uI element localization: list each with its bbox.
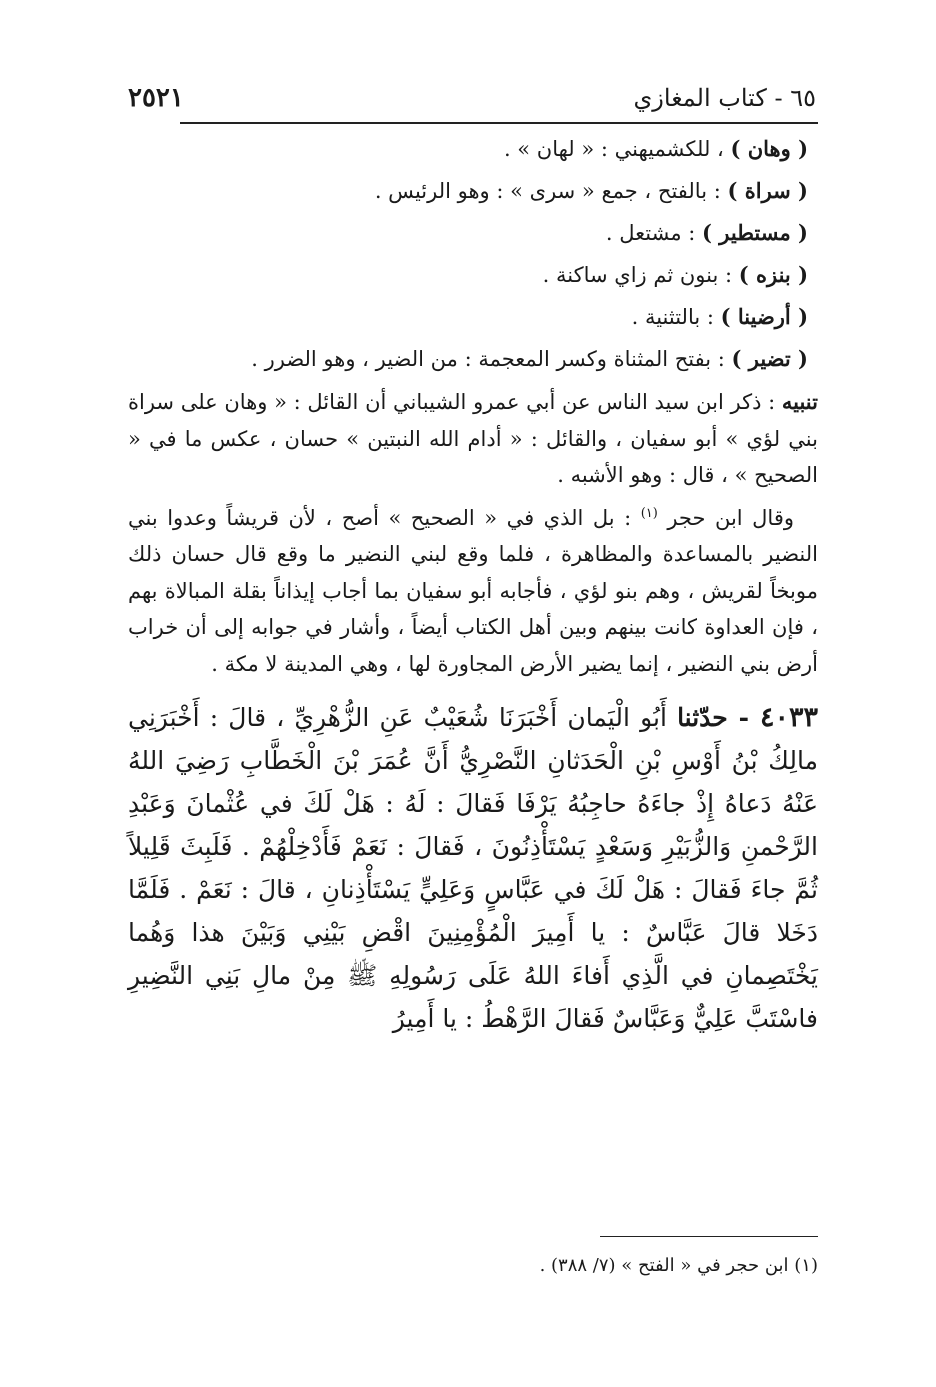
footnote: (١) ابن حجر في « الفتح » (٧/ ٣٨٨) . bbox=[539, 1255, 818, 1276]
gloss-term: ( سراة ) bbox=[727, 178, 808, 203]
gloss-term: ( بنزه ) bbox=[738, 262, 808, 287]
gloss-text: ، للكشميهني : « لهان » . bbox=[503, 137, 731, 161]
hadith-paragraph bbox=[128, 696, 818, 1040]
note-paragraph bbox=[128, 384, 818, 494]
gloss-text: : بفتح المثناة وكسر المعجمة : من الضير ، وهو الضرر . bbox=[251, 347, 732, 371]
hadith-lead: - حدّثنا bbox=[677, 703, 760, 732]
gloss-term: ( أرضينا ) bbox=[720, 304, 808, 329]
page-number: ٢٥٢١ bbox=[128, 83, 184, 113]
commentary-intro: وقال ابن حجر bbox=[657, 505, 794, 530]
commentary-text: : بل الذي في « الصحيح » أصح ، لأن قريشاً وعدوا بني النضير بالمساعدة والمظاهرة ، فلما وقع لبني النضير ما وقع قال حسان ذلك موبخاً لقريش ، وهم بنو لؤي ، فأجابه أبو سفيان بما أجاب إيذاناً بقلة المبالاة بهم ، فإن العداوة كانت بينهم وبين أهل الكتاب أيضاً ، وأشار في جوابه إلى أن خراب أرض بني النضير ، إنما يضير الأرض المجاورة لها ، وهي المدينة لا مكة . bbox=[128, 505, 818, 676]
footnote-divider bbox=[600, 1236, 818, 1237]
commentary-paragraph bbox=[128, 500, 818, 683]
note-text: : ذكر ابن سيد الناس عن أبي عمرو الشيباني أن القائل : « وهان على سراة بني لؤي » أبو سفيان ، والقائل : « أدام الله النبتين » حسان ، عكس ما في « الصحيح » ، قال : وهو الأشبه . bbox=[128, 390, 818, 487]
gloss-term: ( مستطير ) bbox=[702, 220, 808, 245]
gloss-text: : مشتعل . bbox=[605, 221, 703, 245]
main-text bbox=[128, 128, 818, 1040]
gloss-line bbox=[128, 254, 818, 296]
note-label: تنبيه bbox=[781, 389, 818, 414]
gloss-text: : بالفتح ، جمع « سرى » : وهو الرئيس . bbox=[374, 179, 728, 203]
footnote-ref: (١) bbox=[640, 505, 658, 521]
gloss-line bbox=[128, 338, 818, 380]
gloss-line bbox=[128, 170, 818, 212]
gloss-term: ( وهان ) bbox=[730, 136, 808, 161]
hadith-number: ٤٠٣٣ bbox=[759, 702, 818, 733]
gloss-text: : بالتثنية . bbox=[631, 305, 721, 329]
gloss-term: ( تضير ) bbox=[731, 346, 808, 371]
header-divider bbox=[180, 122, 818, 124]
hadith-text: أَبُو الْيَمان أَخْبَرَنَا شُعَيْبٌ عَنِ الزُّهْرِيِّ ، قالَ : أَخْبَرَنِي مالِكُ بْنُ أَوْسِ بْنِ الْحَدَثانِ النَّصْرِيُّ أَنَّ عُمَرَ بْنَ الْخَطَّابِ رَضِيَ اللهُ عَنْهُ دَعاهُ إِذْ جاءَهُ حاجِبُهُ يَرْفَا فَقالَ : لَهُ : هَلْ لَكَ في عُثْمانَ وَعَبْدِ الرَّحْمنِ وَالزُّبَيْرِ وَسَعْدٍ يَسْتَأْذِنُونَ ، فَقالَ : نَعَمْ فَأَدْخِلْهُمْ . فَلَبِثَ قَلِيلاً ثُمَّ جاءَ فَقالَ : هَلْ لَكَ في عَبَّاسٍ وَعَلِيٍّ يَسْتَأْذِنانِ ، قالَ : نَعَمْ . فَلَمَّا دَخَلا قالَ عَبَّاسٌ : يا أَمِيرَ الْمُؤْمِنِينَ اقْضِ بَيْنِي وَبَيْنَ هذا وَهُما يَخْتَصِمانِ في الَّذِي أَفاءَ اللهُ عَلَى رَسُولِهِ ﷺ مِنْ مالِ بَنِي النَّضِيرِ فاسْتَبَّ عَلِيٌّ وَعَبَّاسٌ فَقالَ الرَّهْطُ : يا أَمِيرُ bbox=[128, 703, 818, 1033]
gloss-text: : بنون ثم زاي ساكنة . bbox=[542, 263, 739, 287]
book-page bbox=[128, 70, 818, 1330]
gloss-line bbox=[128, 128, 818, 170]
page-header bbox=[128, 78, 818, 122]
chapter-title: ٦٥ - كتاب المغازي bbox=[633, 84, 816, 112]
gloss-line bbox=[128, 212, 818, 254]
gloss-line bbox=[128, 296, 818, 338]
